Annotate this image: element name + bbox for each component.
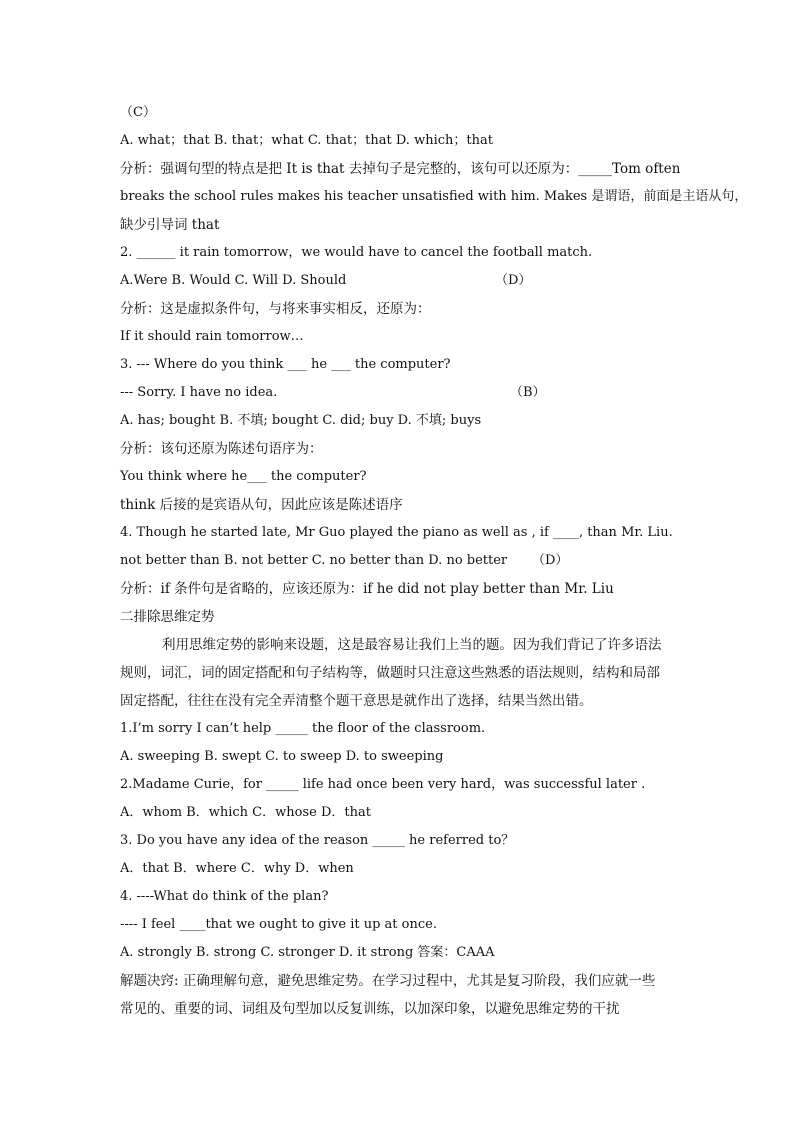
options-line: not better than B. not better C. no better than D. no better (120, 553, 508, 568)
analysis-line: If it should rain tomorrow… (120, 329, 304, 344)
analysis-line: 分析：该句还原为陈述句语序为： (120, 441, 323, 457)
options-line: A. strongly B. strong C. stronger D. it strong 答案：CAAA (120, 945, 495, 960)
answer-mark: （B） (510, 385, 546, 400)
analysis-line: breaks the school rules makes his teacher unsatisfied with him. Makes 是谓语，前面是主语从句， (120, 189, 748, 204)
question-4: 4. Though he started late, Mr Guo played the piano as well as , if ____, than Mr. Liu. (120, 525, 673, 540)
answer-mark: （D） (495, 273, 532, 288)
answer-c: （C） (120, 105, 156, 120)
exercise-4-reply: ---- I feel ____that we ought to give it up at once. (120, 917, 437, 932)
question-2: 2. ______ it rain tomorrow，we would have to cancel the football match. (120, 245, 593, 260)
exercise-4: 4. ----What do think of the plan? (120, 889, 329, 904)
exercise-2: 2.Madame Curie，for _____ life had once been very hard，was successful later . (120, 777, 646, 792)
analysis-line: think 后接的是宾语从句，因此应该是陈述语序 (120, 497, 403, 513)
paragraph-line: 固定搭配，往往在没有完全弄清整个题干意思是就作出了选择，结果当然出错。 (120, 693, 593, 709)
paragraph-line: 规则，词汇，词的固定搭配和句子结构等，做题时只注意这些熟悉的语法规则，结构和局部 (120, 665, 660, 681)
options-line: A. what；that B. that；what C. that；that D. which；that (120, 133, 493, 148)
exercise-3: 3. Do you have any idea of the reason _____ he referred to？ (120, 833, 515, 848)
question-3: 3. --- Where do you think ___ he ___ the computer? (120, 357, 451, 372)
analysis-line: 缺少引导词 that (120, 217, 220, 233)
analysis-line: 分析：if 条件句是省略的，应该还原为：if he did not play better than Mr. Liu (120, 581, 614, 597)
options-line: A. sweeping B. swept C. to sweep D. to sweeping (120, 749, 444, 764)
tip-line: 解题决窍: 正确理解句意，避免思维定势。在学习过程中，尤其是复习阶段，我们应就一些 (120, 973, 656, 989)
options-line: A. has; bought B. 不填; bought C. did; buy D. 不填; buys (120, 413, 482, 428)
options-line: A.Were B. Would C. Will D. Should (120, 273, 347, 288)
answer-mark: （D） (532, 553, 569, 568)
exercise-1: 1.I’m sorry I can’t help _____ the floor of the classroom. (120, 721, 486, 736)
analysis-line: 分析：强调句型的特点是把 It is that 去掉句子是完整的，该句可以还原为：_____Tom often (120, 161, 681, 177)
section-heading: 二排除思维定势 (120, 609, 215, 625)
analysis-line: 分析：这是虚拟条件句，与将来事实相反，还原为： (120, 301, 431, 317)
options-line: A．that B．where C．why D．when (120, 861, 354, 876)
question-3-reply: --- Sorry. I have no idea. (120, 385, 278, 400)
paragraph-line: 利用思维定势的影响来设题，这是最容易让我们上当的题。因为我们背记了许多语法 (162, 637, 662, 653)
options-line: A．whom B．which C．whose D．that (120, 805, 371, 820)
analysis-line: You think where he___ the computer? (120, 469, 367, 484)
tip-line: 常见的、重要的词、词组及句型加以反复训练，以加深印象，以避免思维定势的干扰 (120, 1001, 620, 1017)
